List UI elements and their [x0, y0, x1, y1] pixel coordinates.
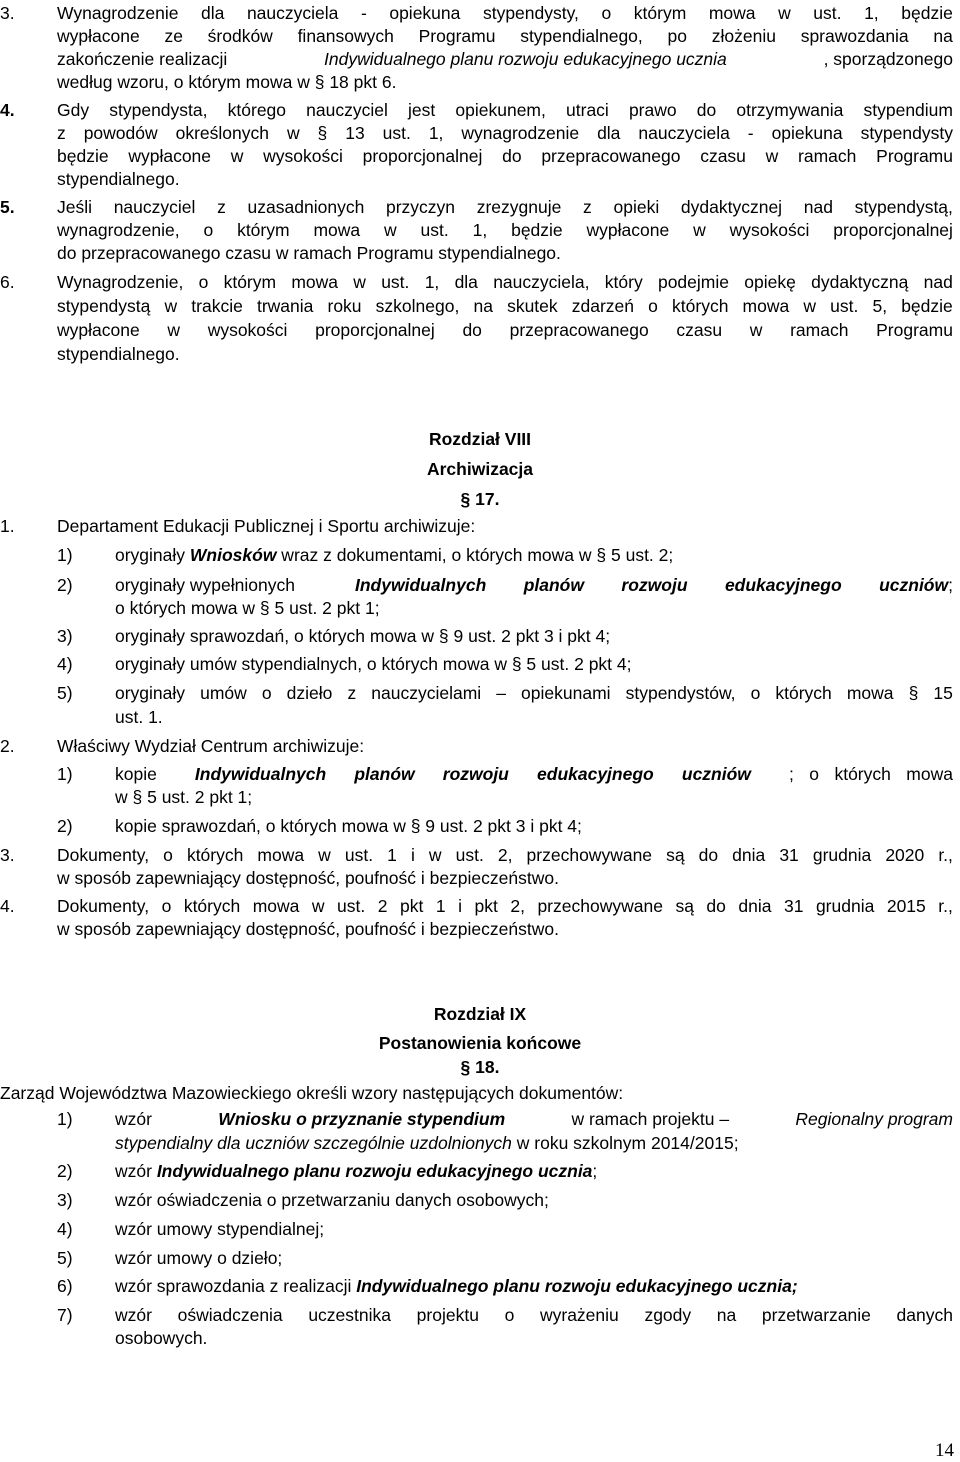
- word: mowa: [846, 683, 894, 703]
- text-line: [115, 763, 953, 785]
- chapter-title: Rozdział VIII: [428, 429, 532, 449]
- word: nad: [803, 197, 833, 217]
- text-line: [57, 271, 953, 293]
- word: o: [601, 3, 612, 23]
- text-segment: wzór: [115, 1161, 157, 1181]
- word: o: [203, 220, 214, 240]
- word: przechowywane: [526, 845, 653, 865]
- word: na: [473, 296, 493, 316]
- text-line: wzór oświadczenia o przetwarzaniu danych osobowych;: [115, 1190, 549, 1210]
- document-name: Wniosku o przyznanie stypendium: [218, 1109, 506, 1129]
- word: do: [698, 845, 719, 865]
- word: 5,: [872, 296, 888, 316]
- word: o: [648, 296, 658, 316]
- word: który: [604, 272, 643, 292]
- word: dla: [454, 272, 478, 292]
- word: 2: [377, 896, 388, 916]
- document-name: Wniosków: [189, 545, 277, 565]
- word: wypłacone: [128, 146, 212, 166]
- document-name: Indywidualnego planu rozwoju edukacyjnego ucznia;: [356, 1276, 798, 1296]
- word: są: [675, 896, 694, 916]
- word: w: [286, 123, 300, 143]
- word: utraci: [566, 100, 609, 120]
- word: nauczyciela,: [493, 272, 590, 292]
- word: uczniów: [681, 764, 751, 784]
- word: ust.: [382, 123, 411, 143]
- text-line: kopie sprawozdań, o których mowa w § 9 ust. 2 pkt 3 i pkt 4;: [115, 816, 582, 836]
- word: ramach: [790, 320, 849, 340]
- text-line: [115, 1304, 953, 1326]
- word: uczniów: [879, 575, 949, 595]
- word: z: [583, 197, 592, 217]
- word: wynagrodzenie: [461, 123, 580, 143]
- document-name: [355, 574, 948, 596]
- word: których: [186, 845, 244, 865]
- sub-number: 2): [57, 575, 73, 595]
- word: w: [318, 845, 331, 865]
- word: nauczyciel: [113, 197, 196, 217]
- item-number: 1.: [0, 516, 15, 536]
- word: wynagrodzenie,: [57, 220, 180, 240]
- word: którym: [223, 272, 277, 292]
- item-number: 3.: [0, 845, 15, 865]
- word: skutek: [507, 296, 558, 316]
- word: §: [317, 123, 328, 143]
- word: opiekę: [744, 272, 796, 292]
- word: planów: [523, 575, 584, 595]
- sub-number: 5): [57, 1248, 73, 1268]
- word: mowa: [708, 3, 756, 23]
- item-number: 5.: [0, 197, 15, 217]
- word: zgody: [644, 1305, 692, 1325]
- word: mowa: [252, 896, 300, 916]
- word: o: [198, 272, 209, 292]
- text-line: oryginały sprawozdań, o których mowa w § 9 ust. 2 pkt 3 i pkt 4;: [115, 626, 611, 646]
- page-number: 14: [935, 1440, 954, 1461]
- word: wyrażeniu: [539, 1305, 619, 1325]
- word: wysokości: [263, 146, 343, 166]
- text-line: [57, 295, 953, 317]
- word: –: [496, 683, 506, 703]
- text-line: [57, 145, 953, 167]
- word: §: [908, 683, 919, 703]
- text-line: [115, 1108, 953, 1130]
- text-line: Departament Edukacji Publicznej i Sportu archiwizuje:: [57, 516, 476, 536]
- text-line: [115, 682, 953, 704]
- text-segment: zakończenie realizacji: [57, 49, 228, 69]
- word: stypendialnego,: [520, 26, 643, 46]
- word: rozwoju: [442, 764, 509, 784]
- word: do: [706, 896, 726, 916]
- sub-number: 7): [57, 1305, 73, 1325]
- text-line: stypendialnego.: [57, 169, 180, 189]
- text-segment: oryginały: [115, 545, 190, 565]
- word: mowa: [313, 220, 361, 240]
- text-segment: ;: [592, 1161, 598, 1181]
- word: wypłacone: [586, 220, 670, 240]
- word: ust.: [830, 296, 859, 316]
- word: stypendysty,: [482, 3, 579, 23]
- word: których: [183, 896, 241, 916]
- word: w: [353, 272, 366, 292]
- sub-number: 1): [57, 545, 73, 565]
- word: 1,: [424, 272, 440, 292]
- text-line: w sposób zapewniający dostępność, poufność i bezpieczeństwo.: [57, 919, 559, 939]
- text-line: [115, 574, 953, 596]
- text-segment: w ramach projektu –: [571, 1109, 730, 1129]
- word: w: [428, 845, 442, 865]
- word: z: [217, 197, 226, 217]
- sub-number: 4): [57, 654, 73, 674]
- word: trwania: [256, 296, 314, 316]
- text-segment: , sporządzonego: [823, 49, 953, 69]
- word: o: [504, 1305, 515, 1325]
- word: dydaktycznej: [680, 197, 783, 217]
- text-line: [115, 544, 673, 566]
- word: z: [57, 123, 66, 143]
- document-name-group: [355, 574, 953, 596]
- word: w: [778, 3, 791, 23]
- text-line: w sposób zapewniający dostępność, poufność i bezpieczeństwo.: [57, 868, 559, 888]
- sub-number: 2): [57, 1161, 73, 1181]
- word: ust.: [344, 845, 374, 865]
- word: z: [347, 683, 357, 703]
- paragraph-number: § 17.: [460, 489, 500, 509]
- word: edukacyjnego: [537, 764, 654, 784]
- word: wysokości: [729, 220, 810, 240]
- word: stypendystą: [57, 296, 151, 316]
- word: mowa: [257, 845, 305, 865]
- word: stypendystą,: [854, 197, 953, 217]
- item-number: 6.: [0, 272, 15, 292]
- word: ust.: [455, 845, 484, 865]
- word: nauczycielami: [371, 683, 482, 703]
- text-line: wzór umowy stypendialnej;: [115, 1219, 325, 1239]
- sub-number: 4): [57, 1219, 73, 1239]
- word: w: [311, 896, 325, 916]
- plan-title: Indywidualnego planu rozwoju edukacyjnego ucznia: [324, 49, 727, 69]
- text-line: wzór umowy o dzieło;: [115, 1248, 283, 1268]
- word: Dokumenty,: [57, 896, 150, 916]
- sub-number: 3): [57, 626, 73, 646]
- word: którym: [237, 220, 290, 240]
- word: w: [765, 146, 779, 166]
- document-name: Indywidualnego planu rozwoju edukacyjnego ucznia: [156, 1161, 593, 1181]
- word: którym: [633, 3, 687, 23]
- text-line: [115, 1275, 798, 1297]
- text-line: według wzoru, o którym mowa w § 18 pkt 6.: [57, 72, 397, 92]
- word: Jeśli: [57, 197, 93, 217]
- word: opiekuna: [771, 123, 843, 143]
- text-line: [57, 48, 953, 70]
- paragraph-number: § 18.: [460, 1057, 500, 1077]
- word: otrzymywania: [736, 100, 844, 120]
- sub-number: 3): [57, 1190, 73, 1210]
- sub-number: 6): [57, 1276, 73, 1296]
- text-line: oryginały umów stypendialnych, o których mowa w § 5 ust. 2 pkt 4;: [115, 654, 632, 674]
- word: przepracowanego: [509, 320, 649, 340]
- text-segment: kopie: [115, 764, 157, 784]
- word: określonych: [175, 123, 269, 143]
- word: i: [410, 845, 415, 865]
- word: opiekunami: [521, 683, 611, 703]
- word: wypłacone: [57, 26, 140, 46]
- word: wypłacone: [57, 320, 140, 340]
- word: prawo: [628, 100, 677, 120]
- word: mowa: [742, 296, 790, 316]
- word: stypendysty: [860, 123, 953, 143]
- word: o: [750, 683, 761, 703]
- word: 31: [779, 845, 799, 865]
- word: roku: [327, 296, 362, 316]
- word: ramach: [798, 146, 857, 166]
- word: o: [161, 896, 172, 916]
- word: po: [667, 26, 687, 46]
- text-line: [57, 219, 953, 241]
- word: stypendium: [863, 100, 953, 120]
- word: mowa: [291, 272, 339, 292]
- word: wzór: [115, 1305, 152, 1325]
- word: opieki: [613, 197, 660, 217]
- word: środków: [207, 26, 273, 46]
- word: których: [775, 683, 832, 703]
- word: o: [261, 683, 272, 703]
- word: 2,: [497, 845, 513, 865]
- text-segment: wzór: [115, 1109, 152, 1129]
- word: mowa: [906, 764, 953, 784]
- word: w: [693, 220, 706, 240]
- word: opiekuna: [389, 3, 461, 23]
- word: sprawozdania: [800, 26, 909, 46]
- word: do: [462, 320, 482, 340]
- text-line: [57, 2, 953, 24]
- word: w: [164, 296, 178, 316]
- text-segment: ;: [948, 575, 953, 595]
- word: finansowych: [297, 26, 394, 46]
- word: -: [360, 3, 367, 23]
- word: -: [747, 123, 754, 143]
- word: będzie: [511, 220, 563, 240]
- item-number: 3.: [0, 3, 15, 23]
- word: Indywidualnych: [355, 575, 487, 595]
- program-name: stypendialny dla uczniów szczególnie uzdolnionych: [115, 1133, 512, 1153]
- text-line: [57, 895, 953, 917]
- chapter-subtitle: Postanowienia końcowe: [378, 1033, 582, 1053]
- word: grudnia: [815, 896, 875, 916]
- word: Indywidualnych: [194, 764, 327, 784]
- text-line: [57, 25, 953, 47]
- word: których: [672, 296, 729, 316]
- word: 1,: [428, 123, 444, 143]
- text-segment: oryginały wypełnionych: [115, 575, 295, 595]
- word: nad: [923, 272, 953, 292]
- word: 31: [783, 896, 804, 916]
- item-number: 4.: [0, 896, 15, 916]
- word: dla: [201, 3, 225, 23]
- word: nauczyciela: [246, 3, 339, 23]
- word: proporcjonalnej: [833, 220, 953, 240]
- word: 2,: [510, 896, 525, 916]
- word: o: [809, 764, 820, 784]
- word: nauczyciel: [306, 100, 388, 120]
- word: zdarzeń: [571, 296, 635, 316]
- word: oryginały: [115, 683, 186, 703]
- word: 2020: [885, 845, 925, 865]
- text-line: w § 5 ust. 2 pkt 1;: [115, 787, 253, 807]
- text-line: [115, 1132, 739, 1154]
- item-number: 2.: [0, 736, 15, 756]
- program-name: Regionalny program: [795, 1109, 953, 1129]
- word: oświadczenia: [177, 1305, 283, 1325]
- text-line: [57, 844, 953, 866]
- item-number: 4.: [0, 100, 15, 120]
- word: są: [666, 845, 685, 865]
- word: czasu: [700, 146, 746, 166]
- word: którego: [227, 100, 287, 120]
- word: dnia: [732, 845, 766, 865]
- word: dzieło: [286, 683, 333, 703]
- word: szkolnego,: [375, 296, 460, 316]
- word: Dokumenty,: [57, 845, 150, 865]
- word: do: [502, 146, 522, 166]
- word: w: [749, 320, 763, 340]
- word: będzie: [57, 146, 109, 166]
- word: stypendysta,: [109, 100, 208, 120]
- text-line: do przepracowanego czasu w ramach Programu stypendialnego.: [57, 243, 561, 263]
- text-line: [57, 319, 953, 341]
- word: w: [230, 146, 244, 166]
- word: w: [384, 220, 397, 240]
- word: proporcjonalnej: [315, 320, 435, 340]
- word: czasu: [676, 320, 723, 340]
- word: Programu: [876, 320, 953, 340]
- word: 13: [345, 123, 365, 143]
- word: ust.: [813, 3, 842, 23]
- word: planów: [354, 764, 415, 784]
- sub-number: 2): [57, 816, 73, 836]
- text-line: [57, 122, 953, 144]
- word: r.,: [938, 896, 953, 916]
- chapter-title: Rozdział IX: [433, 1004, 527, 1024]
- sub-number: 1): [57, 1109, 73, 1129]
- word: na: [716, 1305, 737, 1325]
- word: rozwoju: [621, 575, 688, 595]
- word: podejmie: [657, 272, 729, 292]
- text-line: stypendialnego.: [57, 344, 180, 364]
- word: edukacyjnego: [724, 575, 842, 595]
- word: których: [834, 764, 891, 784]
- word: Wynagrodzenie: [57, 3, 179, 23]
- word: ust.: [420, 220, 449, 240]
- word: przyczyn: [385, 197, 456, 217]
- word: pkt: [400, 896, 424, 916]
- word: grudnia: [812, 845, 872, 865]
- word: ze: [164, 26, 183, 46]
- word: powodów: [83, 123, 158, 143]
- word: 1: [387, 845, 397, 865]
- word: projektu: [416, 1305, 479, 1325]
- text-line: Właściwy Wydział Centrum archiwizuje:: [57, 736, 365, 756]
- word: zrezygnuje: [476, 197, 562, 217]
- word: jest: [408, 100, 436, 120]
- word: będzie: [901, 3, 953, 23]
- word: Gdy: [57, 100, 90, 120]
- word: przechowywane: [537, 896, 663, 916]
- word: przetwarzanie: [761, 1305, 871, 1325]
- word: w: [167, 320, 181, 340]
- word: 1,: [472, 220, 488, 240]
- word: dydaktyczną: [811, 272, 909, 292]
- word: i: [458, 896, 462, 916]
- text-line: osobowych.: [115, 1328, 208, 1348]
- word: proporcjonalnej: [362, 146, 483, 166]
- text-line: o których mowa w § 5 ust. 2 pkt 1;: [115, 598, 380, 618]
- chapter-intro: Zarząd Województwa Mazowieckiego określi wzory następujących dokumentów:: [0, 1083, 624, 1103]
- text-segment: [789, 763, 953, 785]
- word: 1: [435, 896, 446, 916]
- word: na: [933, 26, 953, 46]
- word: umów: [200, 683, 247, 703]
- word: ust.: [381, 272, 410, 292]
- word: trakcie: [191, 296, 243, 316]
- text-line: [57, 196, 953, 218]
- word: pkt: [474, 896, 498, 916]
- word: 1,: [864, 3, 879, 23]
- word: 2015: [886, 896, 926, 916]
- sub-number: 5): [57, 683, 73, 703]
- text-segment: w roku szkolnym 2014/2015;: [511, 1133, 739, 1153]
- word: 15: [933, 683, 953, 703]
- word: Programu: [876, 146, 953, 166]
- word: dnia: [738, 896, 772, 916]
- word: ;: [789, 764, 794, 784]
- word: do: [696, 100, 717, 120]
- word: opiekunem,: [455, 100, 546, 120]
- word: uzasadnionych: [247, 197, 365, 217]
- word: Programu: [418, 26, 496, 46]
- text-line: ust. 1.: [115, 707, 163, 727]
- word: uczestnika: [308, 1305, 392, 1325]
- word: w: [803, 296, 816, 316]
- word: danych: [896, 1305, 953, 1325]
- word: dla: [597, 123, 621, 143]
- sub-number: 1): [57, 764, 73, 784]
- word: będzie: [901, 296, 953, 316]
- word: o: [163, 845, 173, 865]
- document-name: [195, 763, 751, 785]
- text-segment: wraz z dokumentami, o których mowa w § 5 ust. 2;: [276, 545, 674, 565]
- chapter-subtitle: Archiwizacja: [426, 459, 534, 479]
- text-segment: wzór sprawozdania z realizacji: [115, 1276, 357, 1296]
- word: wysokości: [207, 320, 288, 340]
- word: złożeniu: [711, 26, 776, 46]
- word: r.,: [938, 845, 953, 865]
- word: stypendystów,: [625, 683, 736, 703]
- word: Wynagrodzenie,: [57, 272, 184, 292]
- word: ust.: [337, 896, 366, 916]
- word: przepracowanego: [541, 146, 681, 166]
- text-line: [57, 99, 953, 121]
- word: nauczyciela: [638, 123, 730, 143]
- text-line: [115, 1160, 597, 1182]
